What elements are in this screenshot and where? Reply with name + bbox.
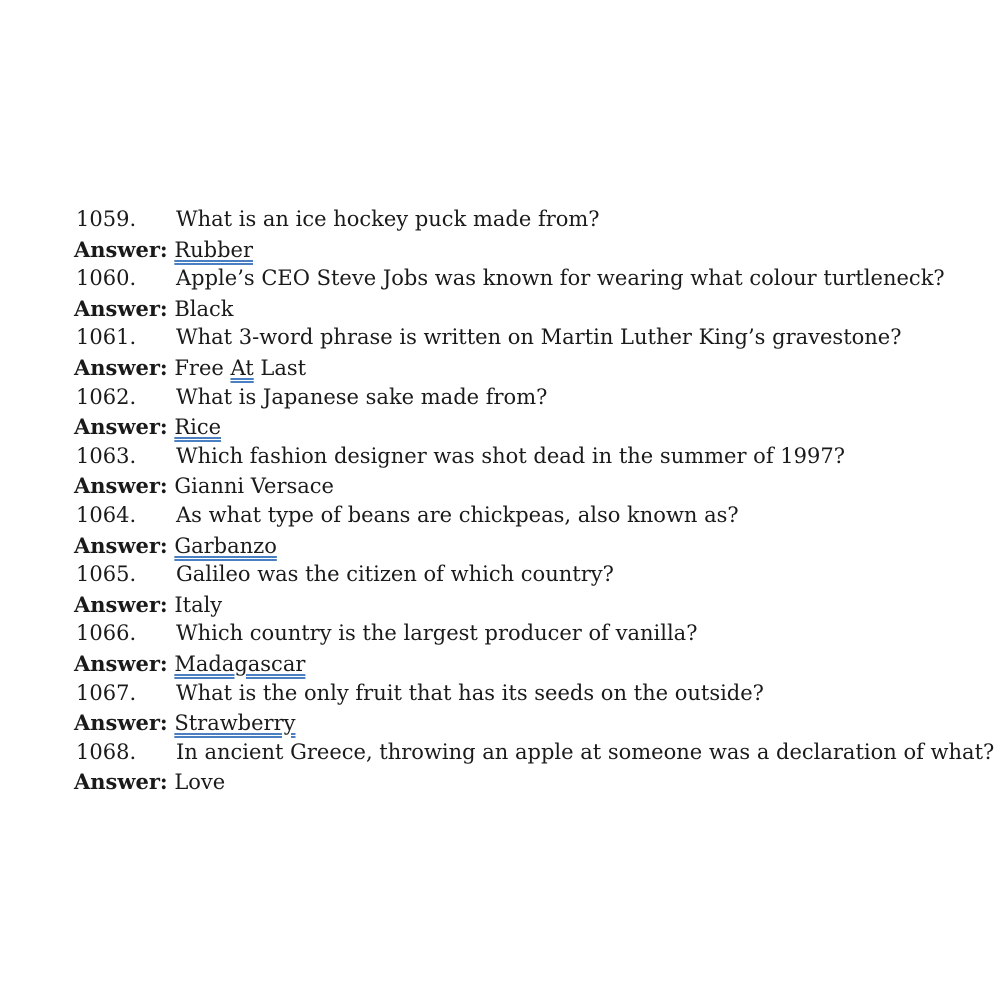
answer-text: Garbanzo [174,533,277,558]
question-text: Apple’s CEO Steve Jobs was known for wearing what colour turtleneck? [176,266,945,291]
answer-text: Gianni Versace [174,474,334,499]
question-line [74,738,995,768]
answer-label: Answer: [74,769,168,795]
question-line [74,560,974,590]
answer-line [74,649,974,679]
question-number: 1063. [76,443,137,468]
question-line [74,205,974,235]
answer-label: Answer: [74,236,168,262]
answer-text: Last [253,355,307,380]
question-number: 1068. [76,739,137,764]
question-text: As what type of beans are chickpeas, also known as? [176,502,739,527]
answer-line [74,471,974,501]
question-text: What 3-word phrase is written on Martin Luther King’s gravestone? [176,325,902,350]
question-number: 1059. [76,207,137,231]
question-number: 1067. [76,680,137,705]
question-text: What is the only fruit that has its seeds on the outside? [176,680,764,705]
question-line [74,383,974,413]
question-line [74,679,974,709]
question-answer-list [74,205,995,797]
answer-text: At [230,355,254,380]
answer-label: Answer: [74,591,168,617]
answer-line [74,767,974,797]
question-text: What is an ice hockey puck made from? [176,207,600,231]
answer-label: Answer: [74,532,168,558]
question-line [74,619,974,649]
question-number: 1066. [76,621,137,646]
answer-line [74,590,974,620]
answer-text: Free [174,355,231,380]
question-number: 1061. [76,325,137,350]
question-text: Which country is the largest producer of vanilla? [176,621,698,646]
answer-text: Rice [174,415,222,440]
question-number: 1060. [76,266,137,291]
answer-label: Answer: [74,414,168,440]
answer-label: Answer: [74,295,168,321]
question-number: 1064. [76,502,137,527]
answer-text: Rubber [174,237,254,262]
answer-label: Answer: [74,710,168,736]
question-text: In ancient Greece, throwing an apple at someone was a declaration of what? [176,739,995,764]
answer-text: Love [174,770,226,795]
answer-text: Italy [174,592,223,617]
answer-label: Answer: [74,473,168,499]
question-line [74,323,974,353]
question-line [74,501,974,531]
answer-line [74,708,974,738]
question-number: 1065. [76,562,137,587]
answer-label: Answer: [74,354,168,380]
question-text: Galileo was the citizen of which country? [176,562,614,587]
answer-text: Strawberry [174,711,296,736]
answer-line [74,353,974,383]
question-text: Which fashion designer was shot dead in the summer of 1997? [176,443,845,468]
answer-text: Black [174,296,234,321]
question-line [74,264,974,294]
answer-text: Madagascar [174,651,306,676]
question-number: 1062. [76,384,137,409]
answer-line [74,235,974,265]
answer-label: Answer: [74,650,168,676]
question-text: What is Japanese sake made from? [176,384,548,409]
answer-line [74,412,974,442]
question-line [74,442,974,472]
answer-line [74,294,974,324]
answer-line [74,531,974,561]
